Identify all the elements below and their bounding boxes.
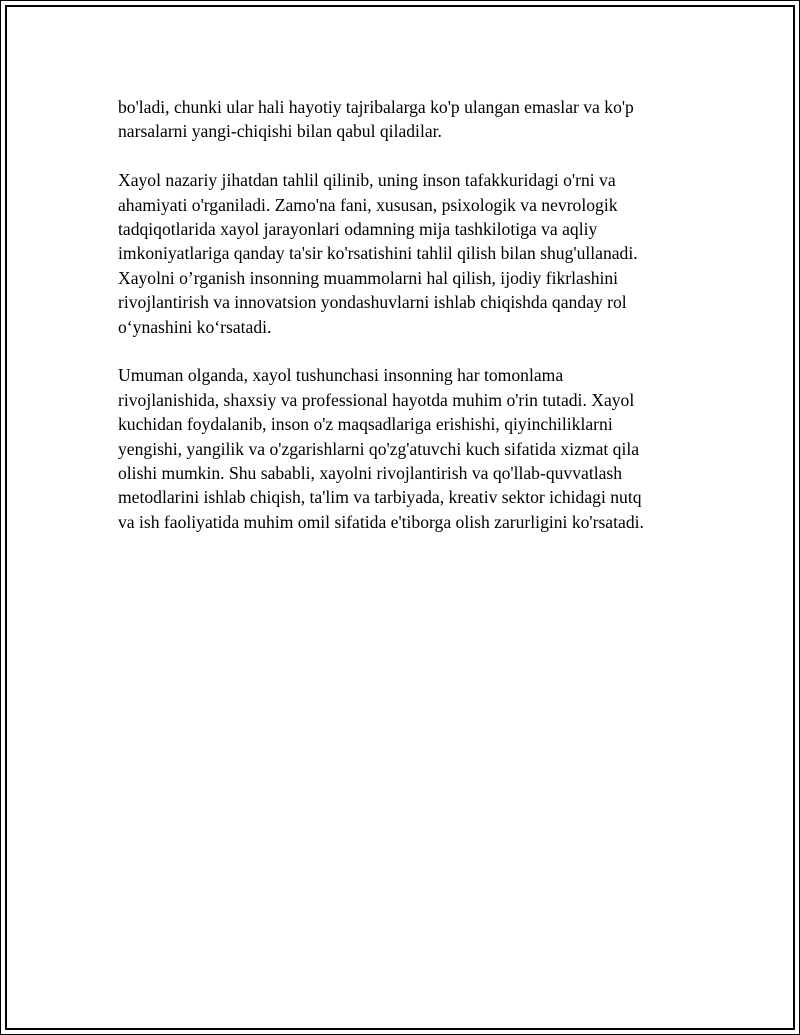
text-line: bo'ladi, chunki ular hali hayotiy tajribalarga ko'p ulangan emaslar va ko'p bbox=[118, 97, 634, 117]
text-line: ahamiyati o'rganiladi. Zamo'na fani, xususan, psixologik va nevrologik bbox=[118, 194, 618, 215]
text-line: Xayol nazariy jihatdan tahlil qilinib, uning inson tafakkuridagi o'rni va bbox=[118, 170, 616, 191]
document-body bbox=[118, 95, 678, 559]
text-line: yengishi, yangilik va o'zgarishlarni qo'zg'atuvchi kuch sifatida xizmat qila bbox=[118, 438, 640, 459]
text-line: rivojlantirish va innovatsion yondashuvlarni ishlab chiqishda qanday rol bbox=[118, 292, 627, 313]
text-line: o‘ynashini ko‘rsatadi. bbox=[118, 316, 272, 337]
paragraph-1 bbox=[118, 95, 678, 144]
text-line: Umuman olganda, xayol tushunchasi insonning har tomonlama bbox=[118, 365, 564, 386]
text-line: Xayolni o’rganish insonning muammolarni hal qilish, ijodiy fikrlashini bbox=[118, 267, 619, 288]
text-line: va ish faoliyatida muhim omil sifatida e'tiborga olish zarurligini ko'rsatadi. bbox=[118, 511, 644, 532]
text-line: metodlarini ishlab chiqish, ta'lim va tarbiyada, kreativ sektor ichidagi nutq bbox=[118, 487, 642, 508]
text-line: narsalarni yangi-chiqishi bilan qabul qiladilar. bbox=[118, 121, 442, 142]
paragraph-3 bbox=[118, 363, 678, 534]
text-line: imkoniyatlariga qanday ta'sir ko'rsatishini tahlil qilish bilan shug'ullanadi. bbox=[118, 243, 638, 264]
text-line: kuchidan foydalanib, inson o'z maqsadlariga erishishi, qiyinchiliklarni bbox=[118, 414, 613, 435]
text-line: rivojlanishida, shaxsiy va professional hayotda muhim o'rin tutadi. Xayol bbox=[118, 389, 635, 410]
paragraph-2 bbox=[118, 168, 678, 339]
text-line: tadqiqotlarida xayol jarayonlari odamning mija tashkilotiga va aqliy bbox=[118, 219, 598, 240]
text-line: olishi mumkin. Shu sababli, xayolni rivojlantirish va qo'llab-quvvatlash bbox=[118, 463, 623, 484]
